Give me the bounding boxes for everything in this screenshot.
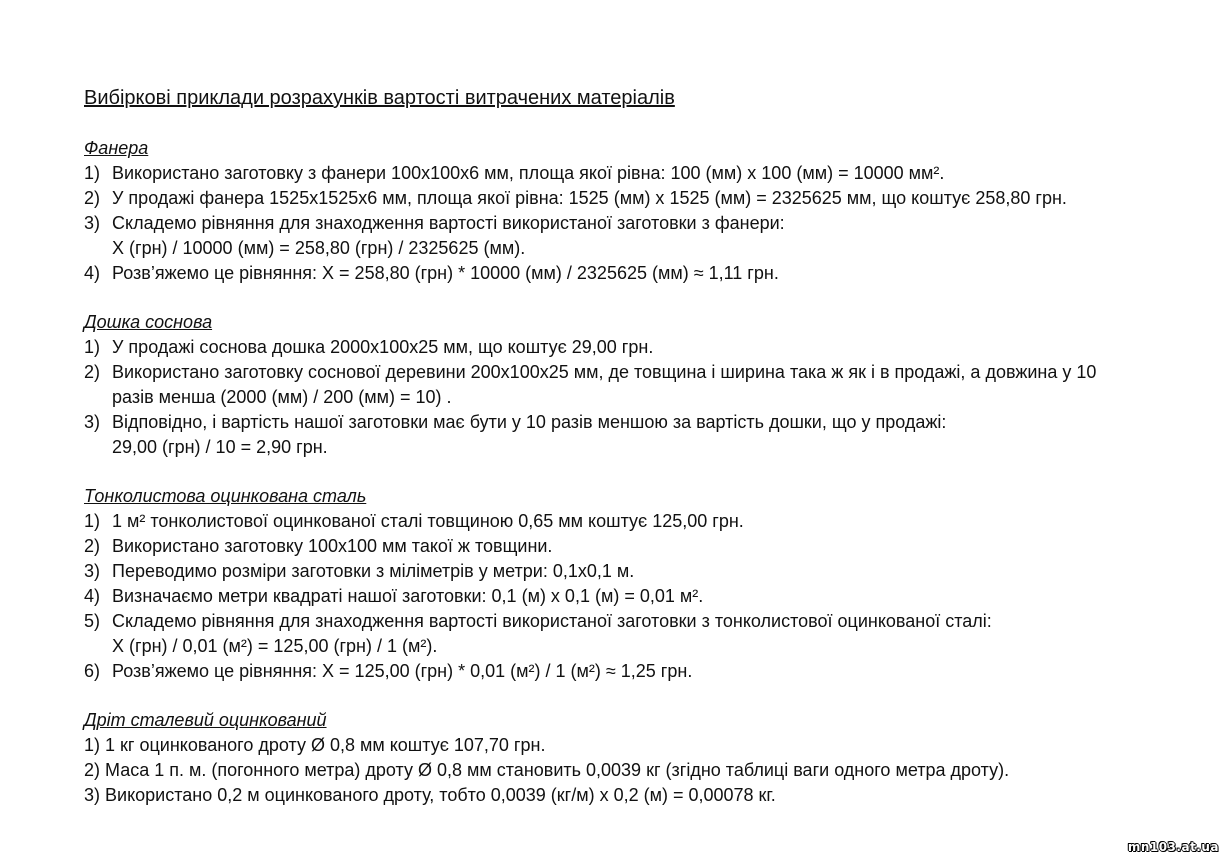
item-line: Розв’яжемо це рівняння: Х = 258,80 (грн) * 10000 (мм) / 2325625 (мм) ≈ 1,11 грн. [112,263,779,283]
item-number: 4) [84,263,101,283]
item-text [112,534,1194,559]
item-number: 4) [84,586,101,606]
item-text [112,211,1194,261]
plain-line: 3) Використано 0,2 м оцинкованого дроту, тобто 0,0039 (кг/м) х 0,2 (м) = 0,00078 кг. [84,785,776,805]
list-item [84,261,1194,286]
plain-line: 2) Маса 1 п. м. (погонного метра) дроту Ø 0,8 мм становить 0,0039 кг (згідно таблиці ваги одного метра дроту). [84,760,1010,780]
item-line: Переводимо розміри заготовки з міліметрів у метри: 0,1х0,1 м. [112,561,635,581]
item-line: Складемо рівняння для знаходження вартості використаної заготовки з фанери: [112,213,785,233]
list-item [84,584,1194,609]
item-number: 2) [84,188,101,208]
item-text [112,559,1194,584]
list-item [84,211,1194,261]
section-plywood [84,136,1194,286]
item-line: Складемо рівняння для знаходження вартості використаної заготовки з тонколистової оцинкованої сталі: [112,611,992,631]
list-item [84,534,1194,559]
item-line: Використано заготовку з фанери 100х100х6 мм, площа якої рівна: 100 (мм) х 100 (мм) = 10000 мм². [112,163,945,183]
item-text [112,335,1194,360]
item-text [112,509,1194,534]
item-number: 1) [84,337,101,357]
list-item [84,609,1194,659]
item-number: 2) [84,362,101,382]
item-text [112,261,1194,286]
list-item [84,509,1194,534]
list-item [84,186,1194,211]
item-line: разів менша (2000 (мм) / 200 (мм) = 10) . [112,387,452,407]
item-line: Х (грн) / 0,01 (м²) = 125,00 (грн) / 1 (м²). [112,636,438,656]
document-page [84,84,1194,832]
section-galvanized-wire [84,708,1194,808]
item-number: 6) [84,661,101,681]
list-item [84,360,1194,410]
list-item [84,335,1194,360]
item-line: У продажі фанера 1525х1525х6 мм, площа якої рівна: 1525 (мм) х 1525 (мм) = 2325625 мм, що коштує 258,80 грн. [112,188,1067,208]
item-number: 2) [84,536,101,556]
list-item [84,161,1194,186]
item-number: 3) [84,561,101,581]
item-line: Розв’яжемо це рівняння: Х = 125,00 (грн) * 0,01 (м²) / 1 (м²) ≈ 1,25 грн. [112,661,693,681]
item-text [112,161,1194,186]
item-text [112,609,1194,659]
item-line: Використано заготовку 100х100 мм такої ж товщини. [112,536,553,556]
item-text [112,410,1194,460]
section-heading: Дошка соснова [84,312,213,332]
item-text [112,186,1194,211]
list-item [84,559,1194,584]
item-line: Х (грн) / 10000 (мм) = 258,80 (грн) / 2325625 (мм). [112,238,526,258]
section-heading: Дріт сталевий оцинкований [84,710,327,730]
item-number: 1) [84,163,101,183]
item-number: 3) [84,412,101,432]
item-text [112,659,1194,684]
item-number: 3) [84,213,101,233]
item-line: Визначаємо метри квадраті нашої заготовки: 0,1 (м) х 0,1 (м) = 0,01 м². [112,586,704,606]
plain-line: 1) 1 кг оцинкованого дроту Ø 0,8 мм коштує 107,70 грн. [84,735,546,755]
list-item [84,659,1194,684]
section-heading: Тонколистова оцинкована сталь [84,486,367,506]
section-heading: Фанера [84,138,149,158]
item-number: 1) [84,511,101,531]
item-line: Відповідно, і вартість нашої заготовки має бути у 10 разів меншою за вартість дошки, що у продажі: [112,412,947,432]
item-line: 29,00 (грн) / 10 = 2,90 грн. [112,437,328,457]
item-number: 5) [84,611,101,631]
item-line: У продажі соснова дошка 2000х100х25 мм, що коштує 29,00 грн. [112,337,654,357]
site-watermark: mn103.at.ua [1127,840,1219,854]
item-text [112,360,1194,410]
item-line: Використано заготовку соснової деревини 200х100х25 мм, де товщина і ширина така ж як і в продажі, а довжина у 10 [112,362,1097,382]
document-title: Вибіркові приклади розрахунків вартості витрачених матеріалів [84,87,675,109]
item-line: 1 м² тонколистової оцинкованої сталі товщиною 0,65 мм коштує 125,00 грн. [112,511,744,531]
section-galvanized-steel [84,484,1194,684]
item-text [112,584,1194,609]
list-item [84,410,1194,460]
section-pine-board [84,310,1194,460]
